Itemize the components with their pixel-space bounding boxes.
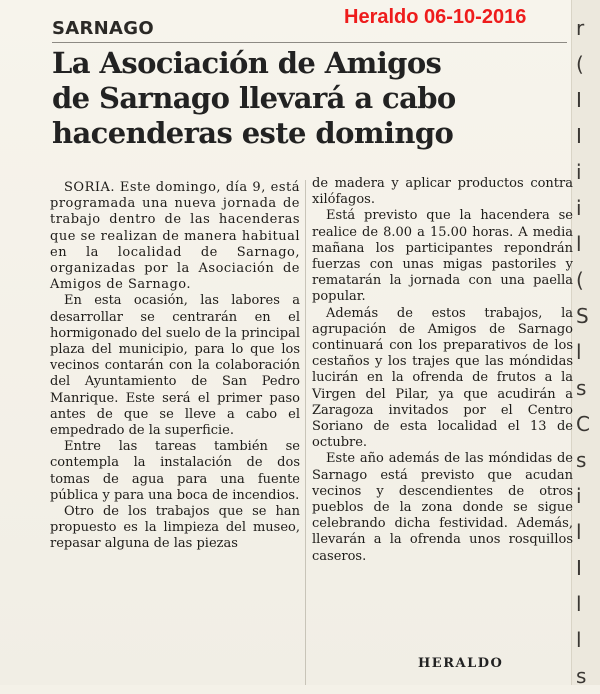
- article-paragraph: Entre las tareas también se contempla la instalación de dos tomas de agua para una fuente pública y para una boca de incendios.: [50, 439, 300, 503]
- article-paragraph: Otro de los trabajos que se han propuesto es la limpieza del museo, repasar alguna de las piezas: [50, 504, 300, 552]
- column-divider: [305, 180, 306, 685]
- article-paragraph: En esta ocasión, las labores a desarrollar se centrarán en el hormigonado del suelo de la principal plaza del municipio, para lo que los vecinos contarán con la colaboración del Ayuntamiento de San Pedro Manrique. Este será el primer paso antes de que se lleve a cabo el empedrado de la superficie.: [50, 293, 300, 439]
- adjacent-column-edge: [571, 0, 600, 688]
- article-paragraph: de madera y aplicar productos contra xilófagos.: [312, 176, 573, 208]
- article-paragraph: Además de estos trabajos, la agrupación de Amigos de Sarnago continuará con los preparativos de los cestaños y los trajes que las móndidas lucirán en la ofrenda de frutos a la Virgen del Pilar, ya que acudirán a Zaragoza invitados por el Centro Soriano de esta localidad el 13 de octubre.: [312, 305, 573, 451]
- article-paragraph: SORIA. Este domingo, día 9, está programada una nueva jornada de trabajo dentro de las hacenderas que se realizan de manera habitual en la localidad de Sarnago, organizadas por la Asociación de Amigos de Sarnago.: [50, 180, 300, 293]
- article-paragraph: Este año además de las móndidas de Sarnago está previsto que acudan vecinos y descendientes de otros pueblos de la zona donde se sigue celebrando dicha festividad. Además, llevarán a la ofrenda unos rosquillos caseros.: [312, 451, 573, 564]
- article-headline: [52, 46, 522, 151]
- section-rule: [52, 42, 567, 43]
- source-date-stamp: Heraldo 06-10-2016: [344, 6, 527, 28]
- headline-line: La Asociación de Amigos: [52, 46, 442, 80]
- article-byline: HERALDO: [418, 656, 504, 671]
- section-label: SARNAGO: [52, 18, 154, 39]
- article-column-right: [312, 176, 573, 565]
- adjacent-column-text: r ( I I i i l ( S l s C s i l I l l s: [576, 16, 590, 688]
- headline-line: hacenderas este domingo: [52, 116, 454, 150]
- article-column-left: [50, 180, 300, 553]
- article-paragraph: Está previsto que la hacendera se realice de 8.00 a 15.00 horas. A media mañana los participantes repondrán fuerzas con unas migas pastoriles y rematarán la jornada con una paella popular.: [312, 208, 573, 305]
- headline-line: de Sarnago llevará a cabo: [52, 81, 456, 115]
